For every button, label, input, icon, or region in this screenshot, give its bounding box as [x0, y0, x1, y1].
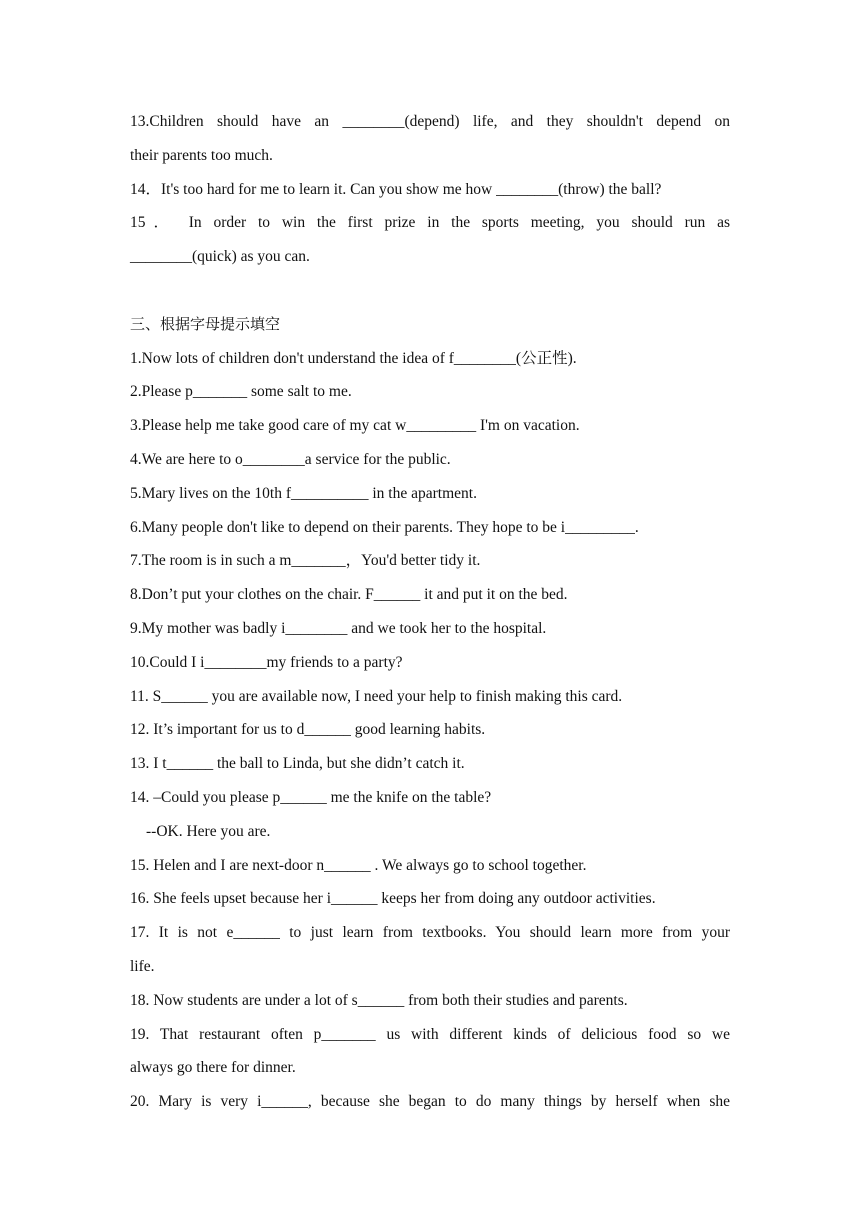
question-item: [130, 206, 730, 274]
question-line: 6.Many people don't like to depend on their parents. They hope to be i_________.: [130, 518, 639, 536]
exercise-content: [130, 105, 730, 1119]
question-line: 16. She feels upset because her i______ keeps her from doing any outdoor activities.: [130, 890, 656, 908]
question-item: [130, 544, 730, 578]
question-line: 9.My mother was badly i________ and we took her to the hospital.: [130, 619, 547, 637]
question-item: [130, 1018, 730, 1086]
question-line: 20. Mary is very i______, because she began to do many things by herself when she: [130, 1093, 730, 1111]
question-item: [130, 578, 730, 612]
question-item: [130, 646, 730, 680]
question-line: 4.We are here to o________a service for the public.: [130, 450, 451, 468]
question-item: [130, 916, 730, 984]
question-line: 17. It is not e______ to just learn from textbooks. You should learn more from your: [130, 924, 730, 942]
question-item: [130, 511, 730, 545]
question-item: [130, 680, 730, 714]
question-line: 18. Now students are under a lot of s______ from both their studies and parents.: [130, 991, 628, 1009]
question-item: [130, 409, 730, 443]
question-item: [130, 612, 730, 646]
question-line: 13. I t______ the ball to Linda, but she didn’t catch it.: [130, 755, 465, 773]
question-line: 2.Please p_______ some salt to me.: [130, 383, 352, 401]
question-line: their parents too much.: [130, 146, 273, 164]
question-line: 10.Could I i________my friends to a party?: [130, 653, 403, 671]
question-item: [130, 477, 730, 511]
question-item: [130, 849, 730, 883]
question-item: [130, 747, 730, 781]
question-line: 15． In order to win the first prize in the sports meeting, you should run as: [130, 214, 730, 232]
question-item: [130, 984, 730, 1018]
question-item: [130, 781, 730, 849]
question-line: 13.Children should have an ________(depend) life, and they shouldn't depend on: [130, 113, 730, 130]
question-line: 11. S______ you are available now, I need your help to finish making this card.: [130, 687, 623, 705]
question-line: 7.The room is in such a m_______，You'd better tidy it.: [130, 552, 481, 570]
question-line: 12. It’s important for us to d______ good learning habits.: [130, 721, 486, 739]
question-line: 14．It's too hard for me to learn it. Can you show me how ________(throw) the ball?: [130, 180, 662, 198]
question-line: always go there for dinner.: [130, 1059, 296, 1077]
question-line: 15. Helen and I are next-door n______ . We always go to school together.: [130, 856, 587, 874]
question-item: [130, 375, 730, 409]
question-line: 14. –Could you please p______ me the knife on the table?: [130, 788, 492, 806]
question-item: [130, 882, 730, 916]
question-item: [130, 173, 730, 207]
section-heading: 三、根据字母提示填空: [130, 314, 281, 333]
dialogue-reply-line: --OK. Here you are.: [146, 822, 271, 840]
question-line: 3.Please help me take good care of my cat w_________ I'm on vacation.: [130, 417, 580, 435]
question-line: 5.Mary lives on the 10th f__________ in the apartment.: [130, 484, 477, 502]
question-item: [130, 713, 730, 747]
question-line: 19. That restaurant often p_______ us with different kinds of delicious food so we: [130, 1025, 730, 1043]
section-spacer: [130, 274, 730, 308]
question-item: [130, 342, 730, 376]
question-item: [130, 443, 730, 477]
question-item: [130, 105, 730, 173]
question-line: life.: [130, 957, 155, 975]
question-item: [130, 1085, 730, 1119]
question-line: 8.Don’t put your clothes on the chair. F______ it and put it on the bed.: [130, 586, 568, 604]
question-line: 1.Now lots of children don't understand the idea of f________(公正性).: [130, 349, 577, 367]
question-line: ________(quick) as you can.: [130, 248, 310, 266]
